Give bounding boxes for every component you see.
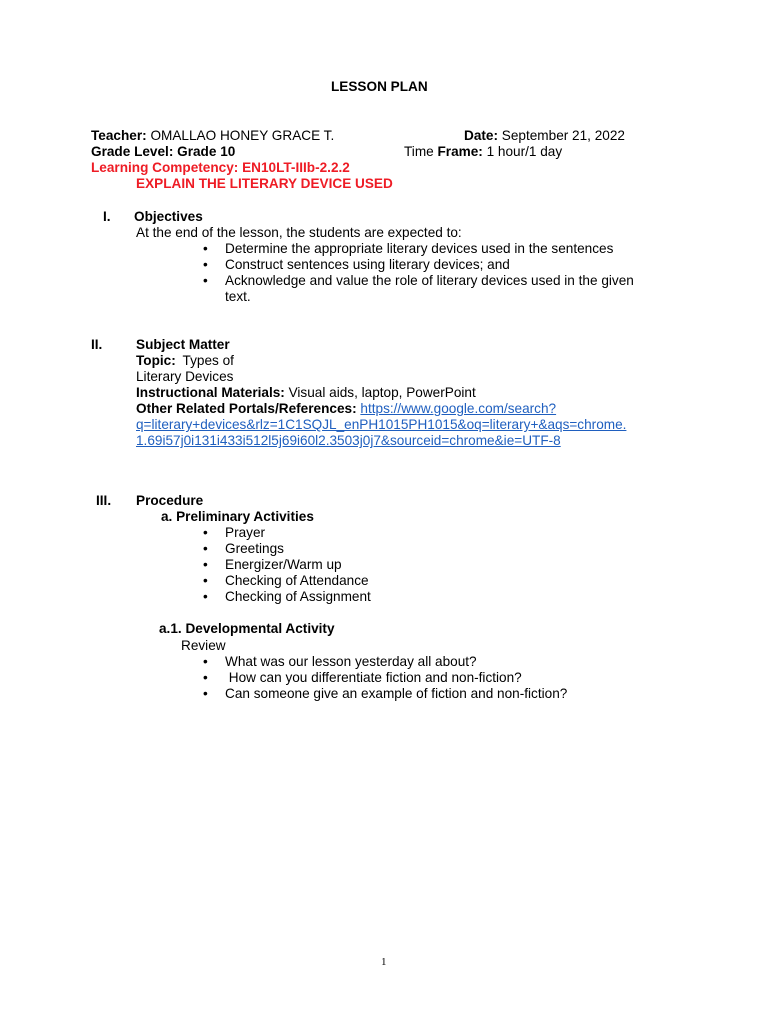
teacher-line	[91, 128, 334, 144]
page-number: 1	[381, 956, 387, 968]
date-value: September 21, 2022	[501, 128, 625, 143]
time-prefix: Time	[404, 144, 438, 159]
date-label: Date:	[464, 128, 498, 143]
list-item: How can you differentiate fiction and non-fiction?	[225, 670, 522, 685]
developmental-activity-heading: a.1. Developmental Activity	[159, 621, 335, 636]
teacher-label: Teacher:	[91, 128, 147, 143]
learning-competency: Learning Competency: EN10LT-IIIb-2.2.2	[91, 160, 350, 175]
reference-link-line-1[interactable]: https://www.google.com/search?	[360, 401, 557, 416]
reference-link-line-2[interactable]: q=literary+devices&rlz=1C1SQJL_enPH1015PH1015&oq=literary+&aqs=chrome.	[136, 417, 627, 432]
date-line	[464, 128, 625, 144]
bullet-icon: •	[203, 686, 208, 701]
references-line	[136, 401, 556, 417]
objectives-heading: Objectives	[134, 209, 203, 224]
section-numeral: I.	[103, 209, 111, 224]
teacher-name: OMALLAO HONEY GRACE T.	[150, 128, 335, 143]
bullet-icon: •	[203, 654, 208, 669]
competency-title: EXPLAIN THE LITERARY DEVICE USED	[136, 176, 393, 191]
topic-value: Types of	[182, 353, 234, 368]
list-item-continuation: text.	[225, 289, 251, 304]
bullet-icon: •	[203, 525, 208, 540]
list-item: Energizer/Warm up	[225, 557, 342, 572]
materials-line	[136, 385, 476, 401]
topic-line	[136, 353, 234, 369]
time-label: Frame:	[437, 144, 483, 159]
list-item: Checking of Attendance	[225, 573, 369, 588]
objectives-intro: At the end of the lesson, the students are expected to:	[136, 225, 462, 240]
subject-matter-heading: Subject Matter	[136, 337, 230, 352]
list-item: Construct sentences using literary devices; and	[225, 257, 510, 272]
page-title: LESSON PLAN	[331, 79, 428, 94]
section-numeral: III.	[96, 493, 112, 508]
list-item: Prayer	[225, 525, 266, 540]
review-label: Review	[181, 638, 226, 653]
bullet-icon: •	[203, 273, 208, 288]
bullet-icon: •	[203, 557, 208, 572]
grade-level: Grade Level: Grade 10	[91, 144, 236, 159]
bullet-icon: •	[203, 541, 208, 556]
topic-continuation: Literary Devices	[136, 369, 234, 384]
list-item: Acknowledge and value the role of literary devices used in the given	[225, 273, 634, 288]
bullet-icon: •	[203, 589, 208, 604]
section-numeral: II.	[91, 337, 103, 352]
list-item: Can someone give an example of fiction and non-fiction?	[225, 686, 568, 701]
list-item: Checking of Assignment	[225, 589, 371, 604]
materials-value: Visual aids, laptop, PowerPoint	[288, 385, 476, 400]
bullet-icon: •	[203, 241, 208, 256]
bullet-icon: •	[203, 257, 208, 272]
materials-label: Instructional Materials:	[136, 385, 285, 400]
topic-label: Topic:	[136, 353, 176, 368]
list-item: What was our lesson yesterday all about?	[225, 654, 477, 669]
reference-link-line-3[interactable]: 1.69i57j0i131i433i512l5j69i60l2.3503j0j7&sourceid=chrome&ie=UTF-8	[136, 433, 561, 448]
procedure-heading: Procedure	[136, 493, 204, 508]
references-label: Other Related Portals/References:	[136, 401, 357, 416]
list-item: Greetings	[225, 541, 284, 556]
list-item: Determine the appropriate literary devices used in the sentences	[225, 241, 614, 256]
bullet-icon: •	[203, 670, 208, 685]
time-frame-line	[404, 144, 562, 160]
preliminary-activities-heading: a. Preliminary Activities	[161, 509, 314, 524]
time-value: 1 hour/1 day	[486, 144, 563, 159]
bullet-icon: •	[203, 573, 208, 588]
